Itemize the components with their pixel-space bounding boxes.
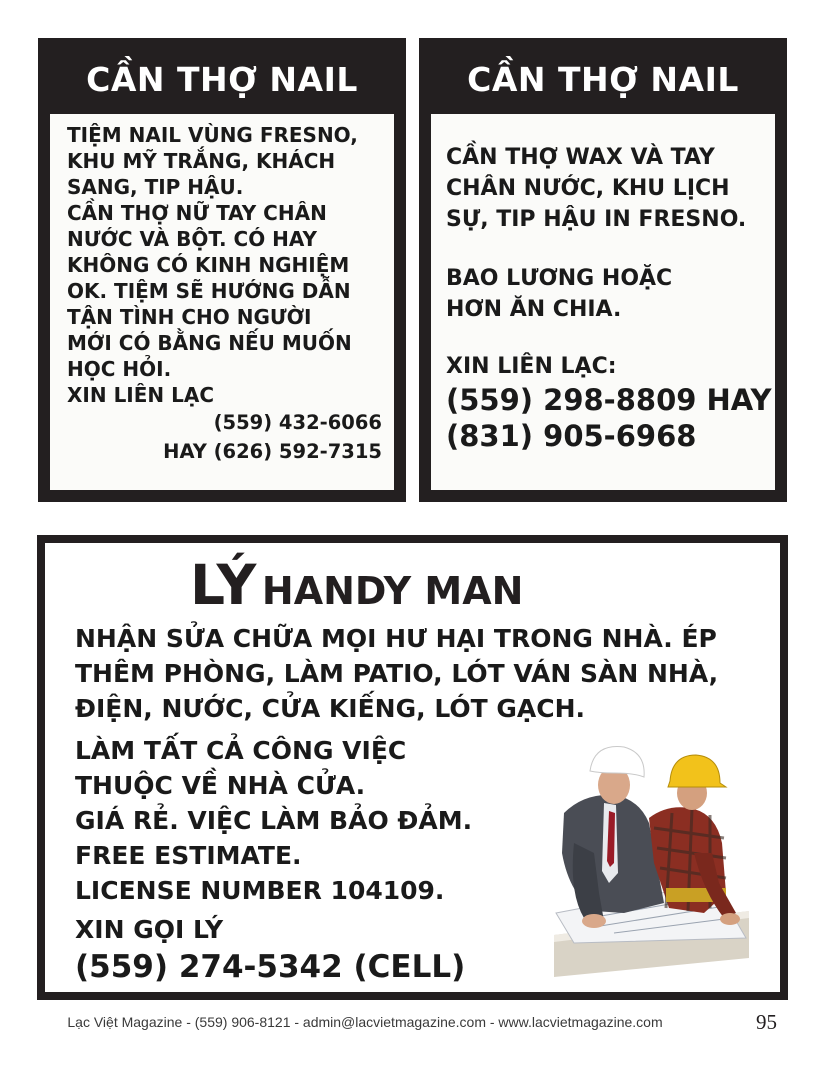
ad-text-line: TẬN TÌNH CHO NGƯỜI bbox=[67, 305, 312, 329]
spacer bbox=[446, 235, 765, 263]
ad-text-line: THUỘC VỀ NHÀ CỬA. bbox=[75, 771, 366, 800]
ad-text-line: SANG, TIP HẬU. bbox=[67, 175, 244, 199]
ad-text-line: MỚI CÓ BẰNG NẾU MUỐN bbox=[67, 331, 352, 355]
phone-number: (559) 298-8809 HAY bbox=[446, 383, 772, 417]
ad-text-line: NƯỚC VÀ BỘT. CÓ HAY bbox=[67, 227, 317, 251]
ad-text-line: THÊM PHÒNG, LÀM PATIO, LÓT VÁN SÀN NHÀ, bbox=[75, 659, 719, 688]
ad-title: CẦN THỢ NAIL bbox=[86, 60, 358, 99]
details-list bbox=[75, 733, 472, 908]
ad-text-line: FREE ESTIMATE. bbox=[75, 841, 302, 870]
ad-text-line: ĐIỆN, NƯỚC, CỬA KIẾNG, LÓT GẠCH. bbox=[75, 694, 586, 723]
ad-text-line: CẦN THỢ WAX VÀ TAY bbox=[446, 145, 715, 170]
contact-block bbox=[75, 913, 465, 987]
ad-text-line: SỰ, TIP HẬU IN FRESNO. bbox=[446, 207, 747, 232]
phone-number: (559) 274-5342 (CELL) bbox=[75, 949, 466, 985]
ad-title bbox=[190, 553, 523, 617]
ad-text-line: KHU MỸ TRẮNG, KHÁCH bbox=[67, 149, 336, 173]
ad-text-line: GIÁ RẺ. VIỆC LÀM BẢO ĐẢM. bbox=[75, 806, 473, 835]
phone-number-alt: HAY (626) 592-7315 bbox=[163, 440, 382, 463]
title-name: LÝ bbox=[190, 553, 257, 617]
ad-body bbox=[50, 114, 394, 490]
contact-label: XIN LIÊN LẠC: bbox=[446, 354, 617, 379]
nail-ad-fresno bbox=[38, 38, 406, 502]
services-list bbox=[75, 621, 718, 726]
page-number: 95 bbox=[756, 1010, 777, 1034]
ad-text-line: TIỆM NAIL VÙNG FRESNO, bbox=[67, 123, 358, 147]
ad-text-line: HỌC HỎI. bbox=[67, 357, 172, 381]
ad-text-line: KHÔNG CÓ KINH NGHIỆM bbox=[67, 253, 350, 277]
ad-text-line: BAO LƯƠNG HOẶC bbox=[446, 266, 673, 291]
ad-body bbox=[431, 114, 775, 490]
ad-title: CẦN THỢ NAIL bbox=[467, 60, 739, 99]
ad-text-line: HƠN ĂN CHIA. bbox=[446, 297, 622, 322]
ad-text-line: OK. TIỆM SẼ HƯỚNG DẪN bbox=[67, 279, 351, 303]
footer-contact: Lạc Việt Magazine - (559) 906-8121 - admin@lacvietmagazine.com - www.lacvietmagazine.com bbox=[67, 1014, 663, 1030]
ad-text-line: LÀM TẤT CẢ CÔNG VIỆC bbox=[75, 736, 407, 765]
ad-text-line: LICENSE NUMBER 104109. bbox=[75, 876, 445, 905]
contact-label: XIN GỌI LÝ bbox=[75, 915, 224, 944]
nail-wax-ad bbox=[419, 38, 787, 502]
spacer bbox=[446, 325, 765, 351]
ad-text-line: CHÂN NƯỚC, KHU LỊCH bbox=[446, 176, 730, 201]
phone-number: (559) 432-6066 bbox=[213, 411, 382, 434]
contact-label: XIN LIÊN LẠC bbox=[67, 383, 215, 407]
ad-text-line: NHẬN SỬA CHỮA MỌI HƯ HẠI TRONG NHÀ. ÉP bbox=[75, 624, 717, 653]
ad-text-line: CẦN THỢ NỮ TAY CHÂN bbox=[67, 201, 327, 225]
phone-number-alt: (831) 905-6968 bbox=[446, 419, 697, 453]
handyman-ad bbox=[37, 535, 788, 1000]
construction-workers-blueprint-image bbox=[554, 743, 749, 977]
title-rest: HANDY MAN bbox=[261, 569, 524, 613]
